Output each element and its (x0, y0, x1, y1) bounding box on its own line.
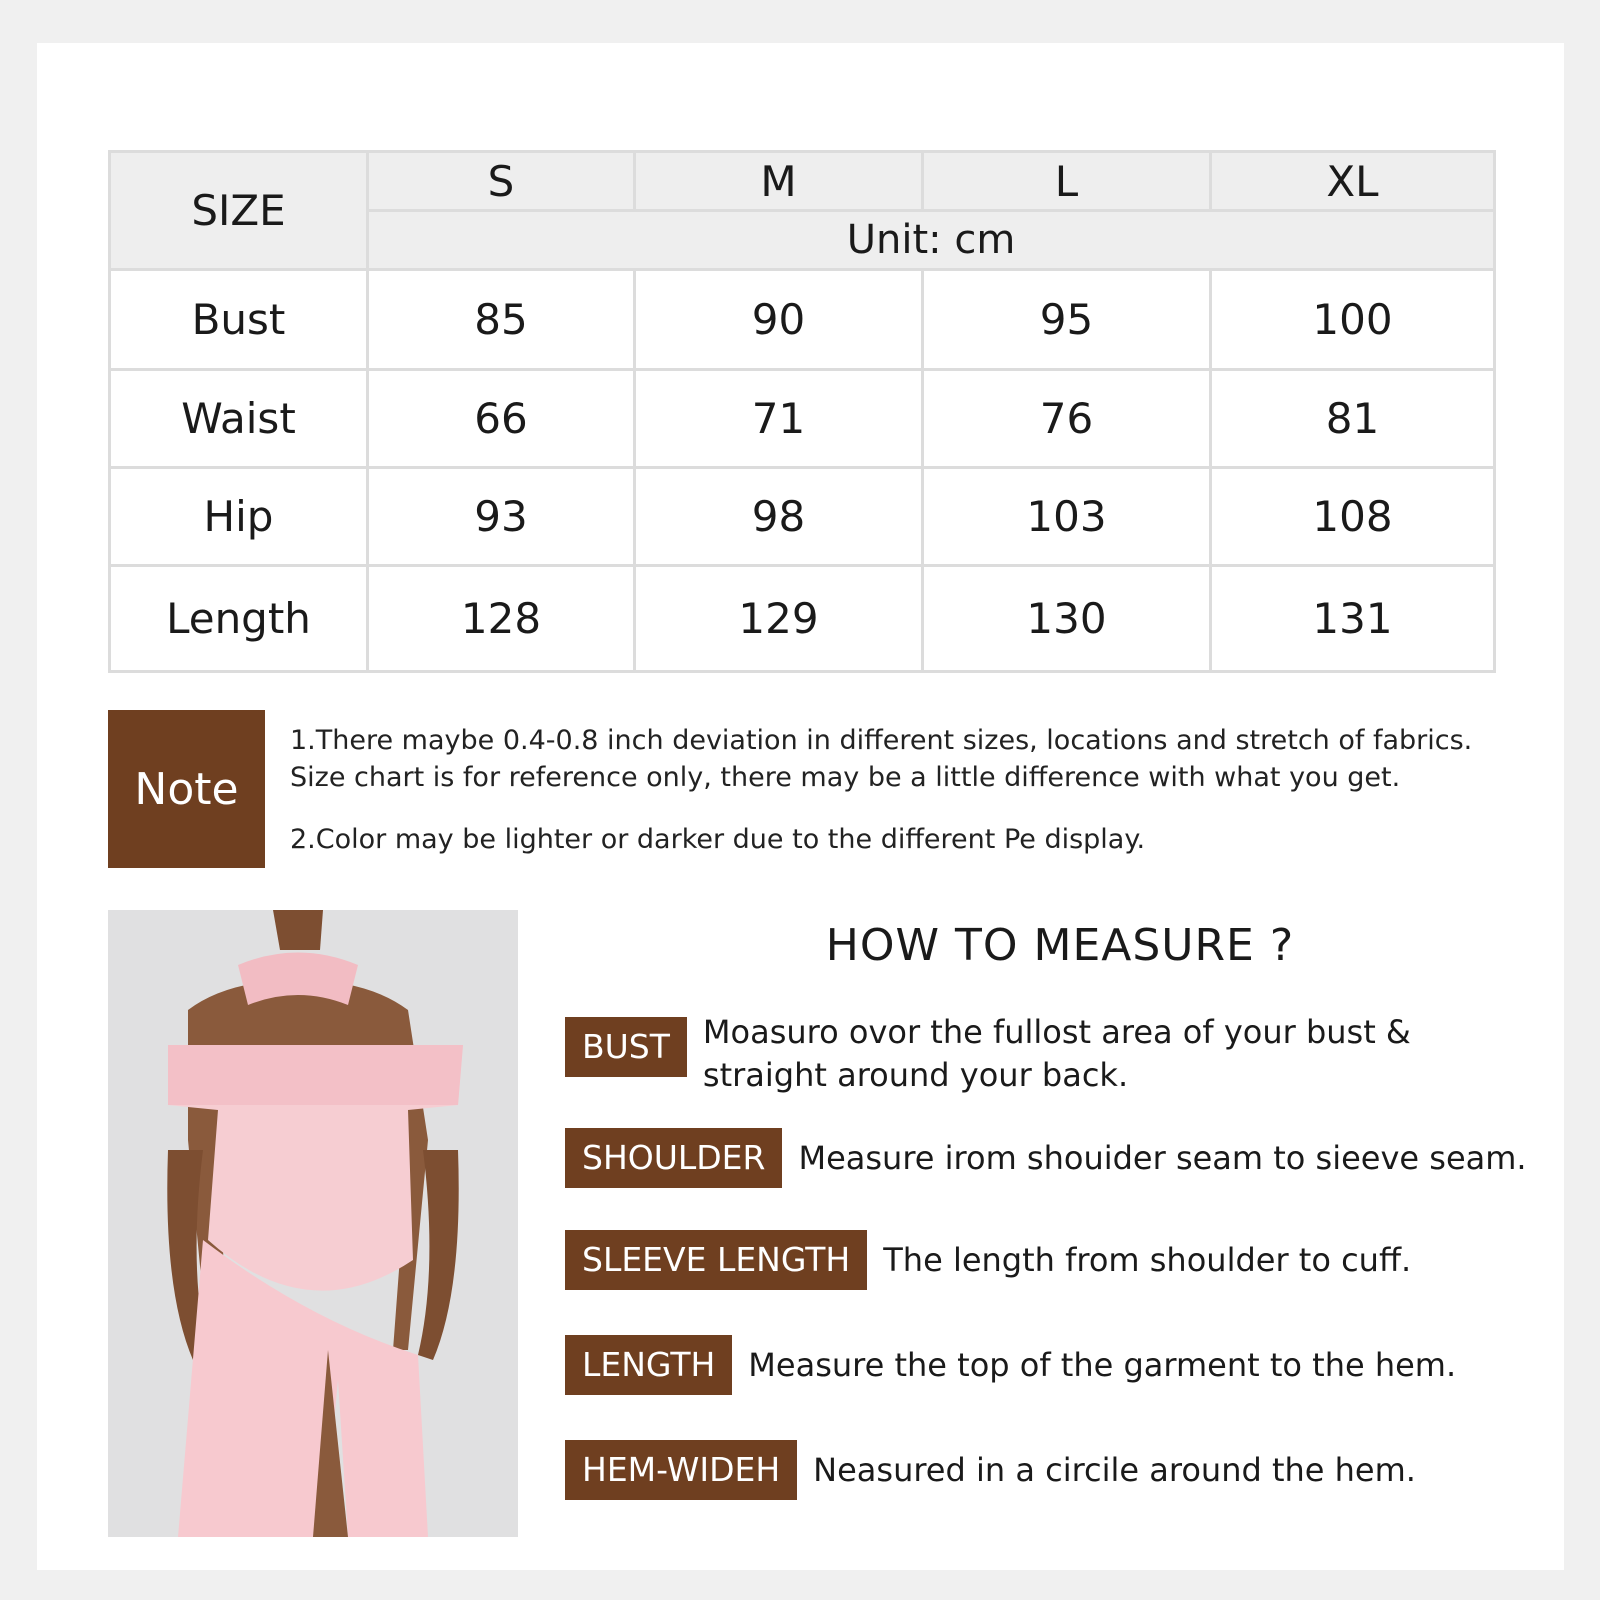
table-cell: 95 (923, 270, 1211, 370)
table-cell: 128 (368, 566, 635, 672)
length-tag: LENGTH (565, 1335, 732, 1395)
row-label: Length (110, 566, 368, 672)
table-cell: 100 (1211, 270, 1495, 370)
table-row (110, 566, 1495, 672)
dress-illustration (108, 910, 518, 1537)
note-line-2: 2.Color may be lighter or darker due to the different Pe display. (290, 824, 1146, 855)
measure-row-bust (565, 1013, 1543, 1097)
hem-width-tag: HEM-WIDEH (565, 1440, 797, 1500)
bust-tag: BUST (565, 1017, 687, 1077)
row-label: Hip (110, 468, 368, 566)
measure-row-shoulder (565, 1128, 1527, 1188)
size-m-header: M (635, 152, 923, 211)
table-cell: 81 (1211, 370, 1495, 468)
note-text (290, 722, 1520, 858)
table-cell: 71 (635, 370, 923, 468)
measure-row-hem-width (565, 1440, 1416, 1500)
measure-row-sleeve-length (565, 1230, 1411, 1290)
note-badge: Note (108, 710, 265, 868)
note-line-1a: 1.There maybe 0.4-0.8 inch deviation in different sizes, locations and stretch of fabrics. (290, 725, 1473, 756)
how-to-measure-title: HOW TO MEASURE ? (825, 920, 1295, 971)
table-cell: 76 (923, 370, 1211, 468)
table-row (110, 270, 1495, 370)
row-label: Waist (110, 370, 368, 468)
table-cell: 130 (923, 566, 1211, 672)
size-s-header: S (368, 152, 635, 211)
bust-description: Moasuro ovor the fullost area of your bust & straight around your back. (702, 1013, 1411, 1094)
note-line-1b: Size chart is for reference only, there may be a little difference with what you get. (290, 762, 1401, 793)
length-description: Measure the top of the garment to the hem. (748, 1346, 1457, 1384)
sleeve-length-tag: SLEEVE LENGTH (565, 1230, 867, 1290)
size-table (108, 150, 1496, 673)
table-cell: 98 (635, 468, 923, 566)
table-row (110, 468, 1495, 566)
table-cell: 129 (635, 566, 923, 672)
table-cell: 103 (923, 468, 1211, 566)
model-photo (108, 910, 518, 1537)
size-xl-header: XL (1211, 152, 1495, 211)
size-l-header: L (923, 152, 1211, 211)
table-cell: 90 (635, 270, 923, 370)
row-label: Bust (110, 270, 368, 370)
shoulder-description: Measure irom shouider seam to sieeve seam. (798, 1139, 1527, 1177)
size-header: SIZE (110, 152, 368, 270)
hem-width-description: Neasured in a circile around the hem. (813, 1451, 1416, 1489)
table-cell: 108 (1211, 468, 1495, 566)
table-cell: 66 (368, 370, 635, 468)
unit-label: Unit: cm (368, 211, 1495, 270)
table-cell: 85 (368, 270, 635, 370)
shoulder-tag: SHOULDER (565, 1128, 782, 1188)
table-cell: 131 (1211, 566, 1495, 672)
sleeve-length-description: The length from shoulder to cuff. (883, 1241, 1412, 1279)
table-cell: 93 (368, 468, 635, 566)
measure-row-length (565, 1335, 1456, 1395)
table-row (110, 370, 1495, 468)
